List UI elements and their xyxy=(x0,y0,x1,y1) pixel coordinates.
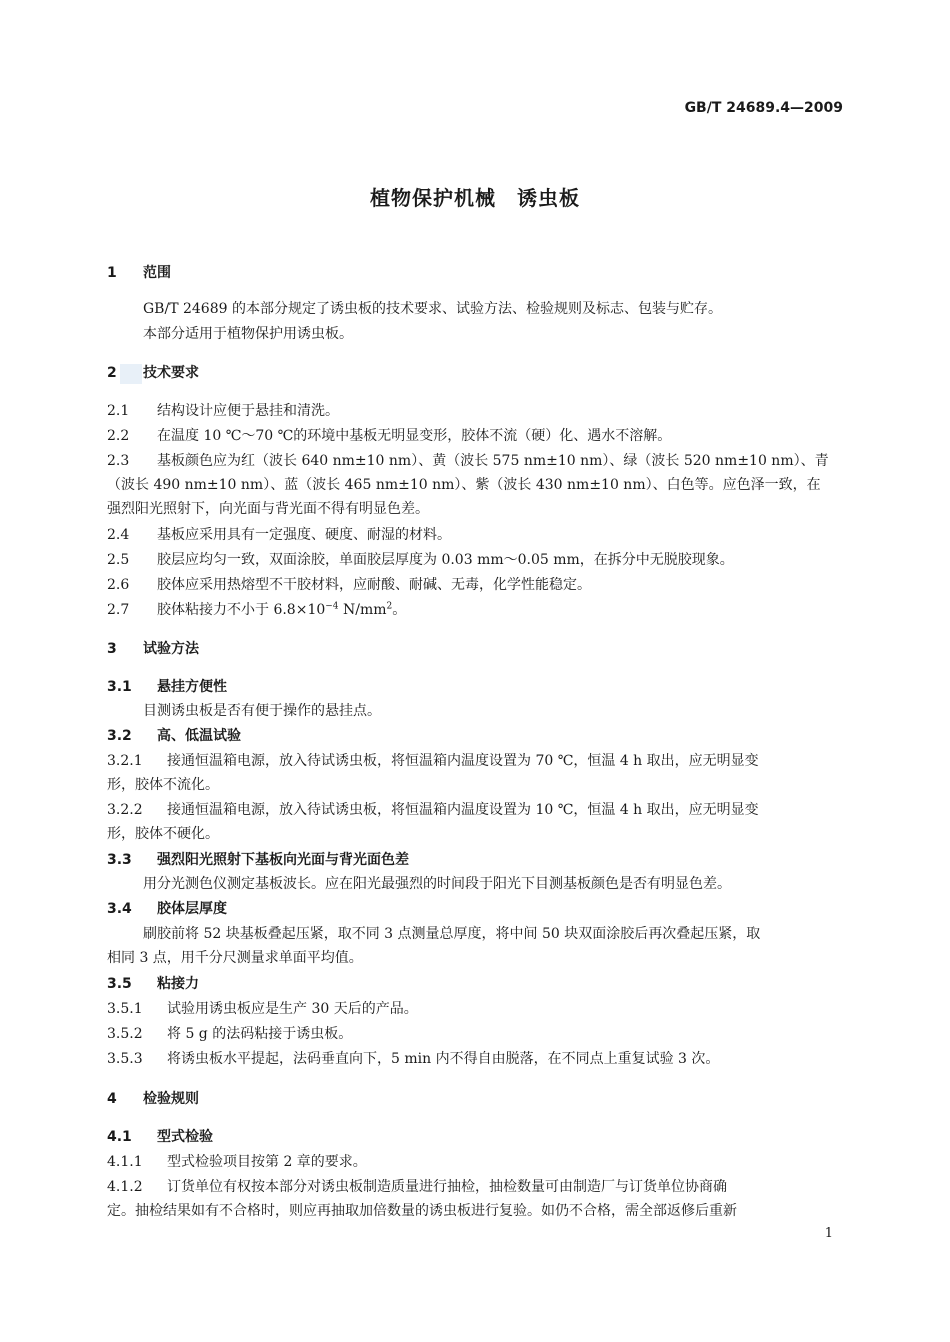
clause-3-3-heading xyxy=(107,849,409,869)
clause-number: 3.1 xyxy=(107,679,132,695)
clause-4-1-heading xyxy=(107,1126,213,1146)
clause-text: 将诱虫板水平提起，法码垂直向下，5 min 内不得自由脱落，在不同点上重复试验 3 次。 xyxy=(167,1051,720,1067)
clause-3-2-1 xyxy=(107,750,759,770)
clause-title: 悬挂方便性 xyxy=(157,679,227,695)
clause-number: 3.5.3 xyxy=(107,1051,143,1067)
clause-2-7 xyxy=(107,599,406,619)
clause-text: 接通恒温箱电源，放入待试诱虫板，将恒温箱内温度设置为 70 ℃，恒温 4 h 取出，应无明显变 xyxy=(167,753,759,769)
clause-2-1 xyxy=(107,400,339,420)
clause-2-3-line2: （波长 490 nm±10 nm）、蓝（波长 465 nm±10 nm）、紫（波长 430 nm±10 nm）、白色等。应色泽一致，在 xyxy=(107,477,821,493)
section-4-heading xyxy=(107,1088,199,1108)
clause-3-5-1 xyxy=(107,998,418,1018)
clause-4-1-2-line2: 定。抽检结果如有不合格时，则应再抽取加倍数量的诱虫板进行复验。如仍不合格，需全部返修后重新 xyxy=(107,1203,737,1219)
clause-text: 胶体应采用热熔型不干胶材料，应耐酸、耐碱、无毒，化学性能稳定。 xyxy=(157,577,591,593)
clause-number: 2.6 xyxy=(107,577,130,593)
paragraph: 本部分适用于植物保护用诱虫板。 xyxy=(143,326,353,342)
clause-text: 结构设计应便于悬挂和清洗。 xyxy=(157,403,339,419)
paragraph: GB/T 24689 的本部分规定了诱虫板的技术要求、试验方法、检验规则及标志、包装与贮存。 xyxy=(143,301,722,317)
page-number: 1 xyxy=(824,1226,833,1241)
clause-text: 胶层应均匀一致，双面涂胶，单面胶层厚度为 0.03 mm～0.05 mm，在拆分中无脱胶现象。 xyxy=(157,552,734,568)
paragraph: 刷胶前将 52 块基板叠起压紧，取不同 3 点测量总厚度，将中间 50 块双面涂胶后再次叠起压紧，取 xyxy=(143,926,761,942)
clause-2-3 xyxy=(107,450,829,470)
clause-number: 3.5.1 xyxy=(107,1001,143,1017)
clause-number: 3.4 xyxy=(107,901,132,917)
clause-2-4 xyxy=(107,524,451,544)
clause-text: 将 5 g 的法码粘接于诱虫板。 xyxy=(167,1026,353,1042)
clause-number: 2.4 xyxy=(107,527,130,543)
clause-2-3-line3: 强烈阳光照射下，向光面与背光面不得有明显色差。 xyxy=(107,501,429,517)
clause-title: 高、低温试验 xyxy=(157,728,241,744)
clause-text: 接通恒温箱电源，放入待试诱虫板，将恒温箱内温度设置为 10 ℃，恒温 4 h 取出，应无明显变 xyxy=(167,802,759,818)
standard-number: GB/T 24689.4—2009 xyxy=(684,100,843,116)
clause-number: 3.3 xyxy=(107,852,132,868)
clause-number: 3.5 xyxy=(107,976,132,992)
clause-text: 订货单位有权按本部分对诱虫板制造质量进行抽检，抽检数量可由制造厂与订货单位协商确 xyxy=(167,1179,727,1195)
clause-3-2-1-line2: 形，胶体不流化。 xyxy=(107,777,219,793)
clause-number: 3.2.1 xyxy=(107,753,143,769)
clause-text-end: 。 xyxy=(392,602,407,618)
clause-number: 4.1.1 xyxy=(107,1154,143,1170)
clause-3-2-2-line2: 形，胶体不硬化。 xyxy=(107,826,219,842)
clause-text: 型式检验项目按第 2 章的要求。 xyxy=(167,1154,367,1170)
clause-title: 强烈阳光照射下基板向光面与背光面色差 xyxy=(157,852,409,868)
clause-number: 2.5 xyxy=(107,552,130,568)
clause-number: 4.1 xyxy=(107,1129,132,1145)
clause-number: 3.5.2 xyxy=(107,1026,143,1042)
clause-title: 型式检验 xyxy=(157,1129,213,1145)
section-number: 3 xyxy=(107,641,117,657)
clause-4-1-1 xyxy=(107,1151,367,1171)
document-title: 植物保护机械 诱虫板 xyxy=(370,186,580,210)
section-number: 4 xyxy=(107,1091,117,1107)
clause-number: 2.1 xyxy=(107,403,130,419)
section-title: 检验规则 xyxy=(143,1091,199,1107)
clause-text: 基板应采用具有一定强度、硬度、耐湿的材料。 xyxy=(157,527,451,543)
clause-3-5-3 xyxy=(107,1048,719,1068)
paragraph: 用分光测色仪测定基板波长。应在阳光最强烈的时间段于阳光下目测基板颜色是否有明显色差。 xyxy=(143,876,731,892)
clause-2-5 xyxy=(107,549,734,569)
section-number: 2 xyxy=(107,365,117,381)
section-number: 1 xyxy=(107,265,117,281)
clause-4-1-2 xyxy=(107,1176,727,1196)
section-1-heading xyxy=(107,262,171,282)
clause-number: 2.7 xyxy=(107,602,130,618)
clause-number: 2.2 xyxy=(107,428,130,444)
clause-number: 3.2 xyxy=(107,728,132,744)
clause-number: 4.1.2 xyxy=(107,1179,143,1195)
clause-text: 试验用诱虫板应是生产 30 天后的产品。 xyxy=(167,1001,418,1017)
clause-3-4-heading xyxy=(107,898,227,918)
clause-2-6 xyxy=(107,574,591,594)
clause-title: 胶体层厚度 xyxy=(157,901,227,917)
clause-number: 2.3 xyxy=(107,453,130,469)
section-title: 试验方法 xyxy=(143,641,199,657)
clause-number: 3.2.2 xyxy=(107,802,143,818)
clause-3-5-heading xyxy=(107,973,199,993)
exponent: −4 xyxy=(325,601,339,612)
clause-text: 胶体粘接力不小于 6.8×10 xyxy=(157,602,326,618)
paragraph-line2: 相同 3 点，用千分尺测量求单面平均值。 xyxy=(107,950,363,966)
clause-2-2 xyxy=(107,425,671,445)
clause-text: 基板颜色应为红（波长 640 nm±10 nm）、黄（波长 575 nm±10 nm）、绿（波长 520 nm±10 nm）、青 xyxy=(157,453,829,469)
clause-3-1-heading xyxy=(107,676,227,696)
clause-text: 在温度 10 ℃～70 ℃的环境中基板无明显变形，胶体不流（硬）化、遇水不溶解。 xyxy=(157,428,672,444)
exponent: 2 xyxy=(386,601,393,612)
paragraph: 目测诱虫板是否有便于操作的悬挂点。 xyxy=(143,703,381,719)
clause-3-5-2 xyxy=(107,1023,352,1043)
section-title: 技术要求 xyxy=(143,365,199,381)
section-2-heading xyxy=(107,362,199,382)
clause-3-2-heading xyxy=(107,725,241,745)
section-title: 范围 xyxy=(143,265,171,281)
section-3-heading xyxy=(107,638,199,658)
clause-3-2-2 xyxy=(107,799,759,819)
clause-text-unit: N/mm xyxy=(338,602,387,618)
clause-title: 粘接力 xyxy=(157,976,199,992)
